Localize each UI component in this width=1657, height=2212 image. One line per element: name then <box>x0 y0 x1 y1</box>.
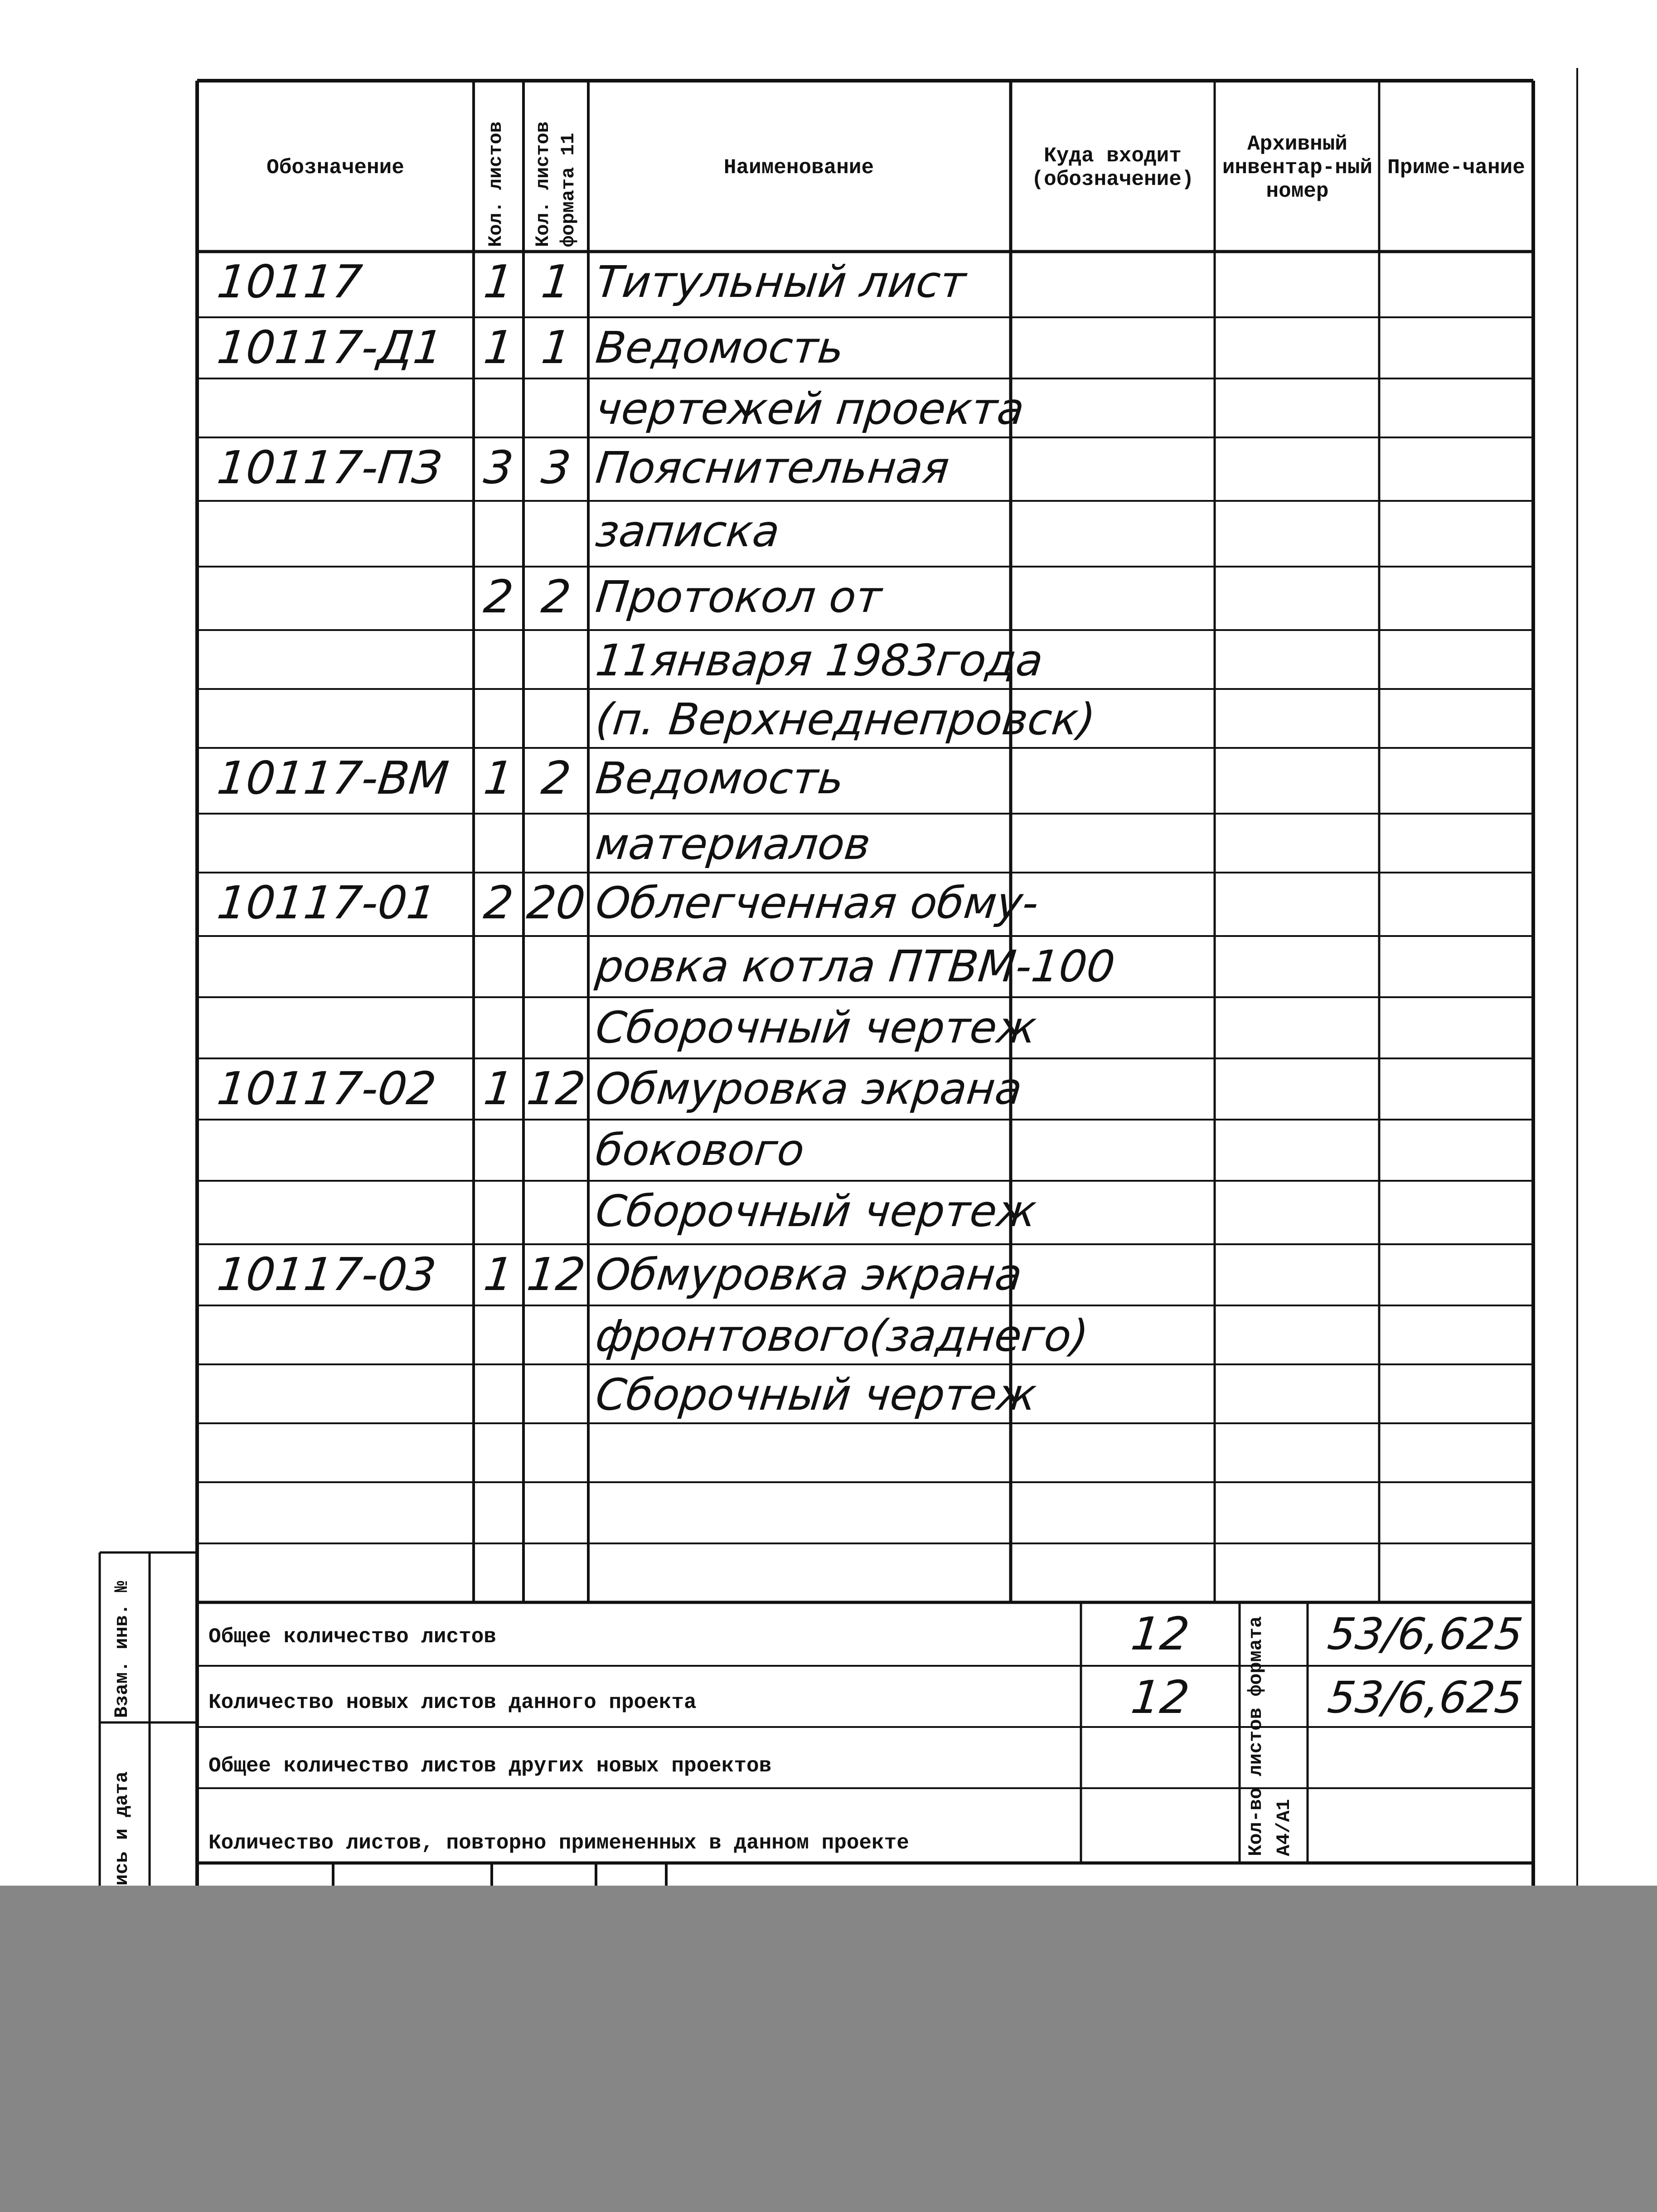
row-sheets-a4: 12 <box>524 1062 588 1115</box>
header-designation: Обозначение <box>266 156 404 179</box>
row-sheets-a4: 1 <box>539 255 574 308</box>
row-sheets: 1 <box>481 255 516 308</box>
row-name: материалов <box>593 819 873 869</box>
grey-overlay <box>0 1886 1657 2212</box>
header-archive-number: Архивный инвентар-ный номер <box>1222 132 1373 203</box>
row-name: Протокол от <box>593 572 884 622</box>
row-name: Облегченная обму- <box>593 878 1041 928</box>
row-sheets-a4: 2 <box>539 752 574 805</box>
row-name: фронтового(заднего) <box>593 1310 1091 1361</box>
row-designation: 10117-02 <box>214 1062 439 1115</box>
summary-a4-header: Кол-во листов формата А4/А1 <box>1245 1616 1295 1856</box>
summary-a4-new: 53/6,625 <box>1325 1672 1526 1723</box>
row-sheets-a4: 1 <box>539 321 574 374</box>
row-designation: 10117 <box>214 255 365 308</box>
header-sheet-count-a4: Кол. листов формата 11 <box>532 121 579 247</box>
row-sheets-a4: 20 <box>524 876 588 929</box>
header-sheet-count: Кол. листов <box>485 121 507 247</box>
row-sheets-a4: 12 <box>524 1248 588 1301</box>
row-sheets-a4: 3 <box>539 441 574 494</box>
header-included-in: Куда входит (обозначение) <box>1031 144 1194 191</box>
row-name: записка <box>593 506 782 557</box>
summary-reused-label: Количество листов, повторно примененных в данном проекте <box>208 1831 909 1855</box>
row-name: Титульный лист <box>593 257 969 307</box>
row-name: Сборочный чертеж <box>593 1186 1039 1237</box>
row-sheets: 3 <box>481 441 516 494</box>
sidebar-swap-inventory: Взам. инв. № <box>111 1581 133 1718</box>
summary-other-label: Общее количество листов других новых проектов <box>208 1754 772 1778</box>
row-name: бокового <box>593 1125 807 1175</box>
row-name: чертежей проекта <box>593 383 1027 434</box>
row-name: (п. Верхнеднепровск) <box>593 694 1098 745</box>
summary-new-value: 12 <box>1129 1671 1192 1724</box>
row-sheets: 1 <box>481 752 516 805</box>
row-sheets: 2 <box>481 570 516 623</box>
row-name: Обмуровка экрана <box>593 1063 1025 1114</box>
row-sheets: 1 <box>481 1062 516 1115</box>
summary-total-label: Общее количество листов <box>208 1625 496 1649</box>
row-sheets-a4: 2 <box>539 570 574 623</box>
row-designation: 10117-01 <box>214 876 439 929</box>
row-sheets: 1 <box>481 321 516 374</box>
row-name: Сборочный чертеж <box>593 1002 1039 1053</box>
row-name: 11января 1983года <box>593 635 1046 686</box>
row-sheets: 1 <box>481 1248 516 1301</box>
summary-total-value: 12 <box>1129 1607 1192 1660</box>
row-name: Ведомость <box>593 322 847 373</box>
row-designation: 10117-ПЗ <box>214 441 444 494</box>
summary-new-label: Количество новых листов данного проекта <box>208 1691 697 1714</box>
header-note: Приме-чание <box>1387 156 1525 179</box>
row-sheets: 2 <box>481 876 516 929</box>
row-name: ровка котла ПТВМ-100 <box>593 941 1118 992</box>
row-designation: 10117-Д1 <box>214 321 446 374</box>
row-name: Ведомость <box>593 753 847 804</box>
summary-a4-total: 53/6,625 <box>1325 1609 1526 1659</box>
row-name: Обмуровка экрана <box>593 1249 1025 1300</box>
row-designation: 10117-ВМ <box>214 752 451 805</box>
row-name: Пояснительная <box>593 442 952 493</box>
sidebar-signature-date: ись и дата <box>111 1771 133 1886</box>
row-designation: 10117-03 <box>214 1248 439 1301</box>
header-name: Наименование <box>723 156 874 179</box>
row-name: Сборочный чертеж <box>593 1369 1039 1420</box>
